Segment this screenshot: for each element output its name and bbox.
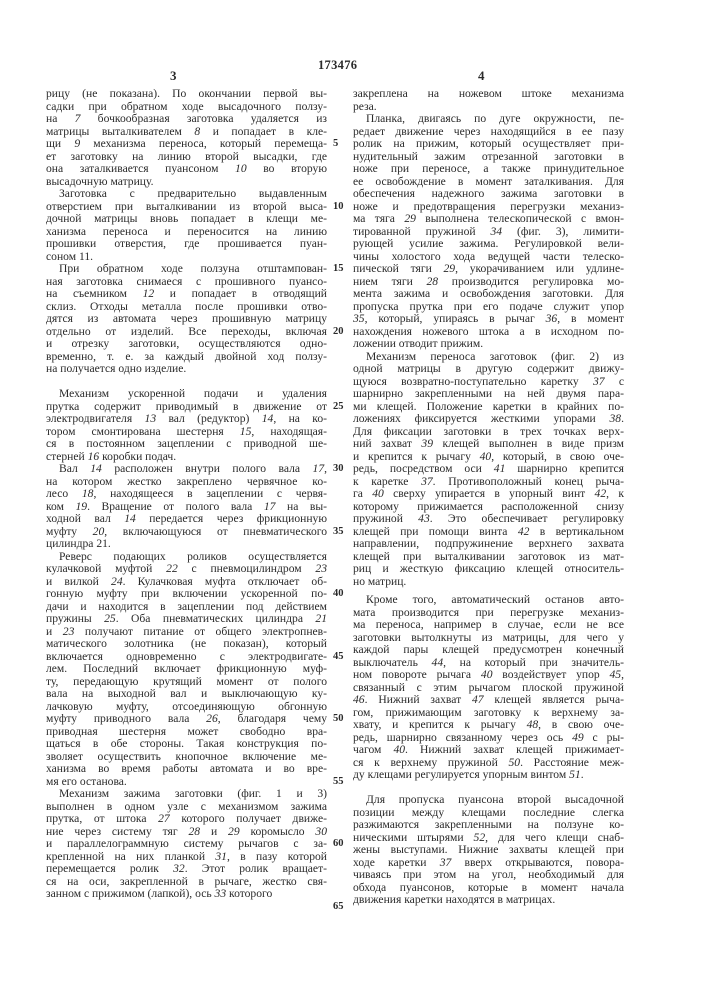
text-line: ноже и предотвращения перегрузки механиз-: [353, 201, 624, 214]
text-line: прутка, от штока 27 которого получает движе-: [46, 813, 327, 826]
text-line: ний захват 39 клещей выполнен в виде призм: [353, 438, 624, 451]
text-line: матрицы выталкивателем 8 и попадает в кле-: [46, 126, 327, 139]
text-line: редь, посредством оси 41 шарнирно крепится: [353, 463, 624, 476]
text-line: но матриц.: [353, 576, 624, 589]
text-line: на 7 бочкообразная заготовка удаляется из: [46, 113, 327, 126]
text-line: клещей при помощи винта 42 в вертикальном: [353, 526, 624, 539]
text-line: приводная шестерня может свободно вра-: [46, 726, 327, 739]
text-line: высадочную матрицу.: [46, 176, 327, 189]
text-line: рующей усилие зажима. Регулировкой вели-: [353, 238, 624, 251]
text-line: матического золотника (не показан), который: [46, 638, 327, 651]
text-line: одной матрицы в другую содержит движу-: [353, 363, 624, 376]
text-line: к каретке 37. Противоположный конец рыча-: [353, 476, 624, 489]
text-line: стерней 16 коробки подач.: [46, 451, 327, 464]
text-line: щаться в обе стороны. Такая конструкция по-: [46, 738, 327, 751]
line-number: 40: [333, 588, 344, 601]
text-line: чагом 40. Нижний захват клещей прижимает-: [353, 744, 624, 757]
text-line: риц и жесткую фиксацию клещей относитель-: [353, 563, 624, 576]
text-line: направлении, подпружинение верхнего захвата: [353, 538, 624, 551]
text-line: ту, передающую крутящий момент от полого: [46, 676, 327, 689]
text-line: ма тяга 29 выполнена телескопической с вмон-: [353, 213, 624, 226]
text-line: соном 11.: [46, 251, 327, 264]
text-line: га 40 сверху упирается в упорный винт 42, к: [353, 488, 624, 501]
text-line: тированной пружиной 34 (фиг. 3), лимити-: [353, 226, 624, 239]
text-line: гом, прижимающим заготовку к верхнему за-: [353, 707, 624, 720]
line-number: 55: [333, 776, 344, 789]
paragraph: [353, 351, 624, 589]
text-line: ролик на прижим, который осуществляет при-: [353, 138, 624, 151]
text-line: и крепится к рычагу 40, который, в свою оче-: [353, 451, 624, 464]
text-line: 46. Нижний захват 47 клещей является рыча-: [353, 694, 624, 707]
text-line: рицу (не показана). По окончании первой вы-: [46, 88, 327, 101]
text-line: ет заготовку на линию второй высадки, где: [46, 151, 327, 164]
text-line: мента зажима и освобождения заготовки. Для: [353, 288, 624, 301]
text-line: реза.: [353, 101, 624, 114]
text-line: Механизм ускоренной подачи и удаления: [46, 388, 327, 401]
text-line: прутка содержит приводимый в движение от: [46, 401, 327, 414]
left-text-column: [46, 88, 327, 901]
text-line: ходе каретки 37 вверх открываются, повора-: [353, 857, 624, 870]
text-line: на съемником 12 и попадает в отводящий: [46, 288, 327, 301]
text-line: пружины 25. Оба пневматических цилиндра 21: [46, 613, 327, 626]
text-line: ная заготовка снимаеся с прошивного пуансо-: [46, 276, 327, 289]
text-line: Заготовка с предварительно выдавленным: [46, 188, 327, 201]
line-number: 30: [333, 463, 344, 476]
line-number: 50: [333, 713, 344, 726]
text-line: и вилкой 24. Кулачковая муфта отключает об-: [46, 576, 327, 589]
text-line: ническими штырями 52, для чего клещи снаб-: [353, 832, 624, 845]
text-line: и параллелограммную систему рычагов с за-: [46, 838, 327, 851]
text-line: временно, т. е. за каждый двойной ход ползу-: [46, 351, 327, 364]
text-line: движения каретки находятся в матрицах.: [353, 894, 624, 907]
text-line: Для пропуска пуансона второй высадочной: [353, 794, 624, 807]
paragraph: [46, 263, 327, 376]
text-line: она заталкивается пуансоном 10 во вторую: [46, 163, 327, 176]
text-line: зволяет осуществить кнопочное включение ме-: [46, 751, 327, 764]
text-line: ее освобождение в момент заталкивания. Для: [353, 176, 624, 189]
text-line: Вал 14 расположен внутри полого вала 17,: [46, 463, 327, 476]
line-number: 10: [333, 201, 344, 214]
text-line: ложении отводит прижим.: [353, 338, 624, 351]
text-line: заготовки вытолкнуты из матрицы, для чего у: [353, 632, 624, 645]
text-line: жены выступами. Нижние захваты клещей при: [353, 844, 624, 857]
text-line: и отрезку заготовки, осуществляются одно-: [46, 338, 327, 351]
text-line: включается одновременно с электродвигате-: [46, 651, 327, 664]
text-line: редь, шарнирно связанному через ось 49 с ры-: [353, 732, 624, 745]
text-line: перемещается ролик 32. Этот ролик вращает-: [46, 863, 327, 876]
line-number: 15: [333, 263, 344, 276]
text-line: ком 19. Вращение от полого вала 17 на вы-: [46, 501, 327, 514]
text-line: ханизма переноса и переносится на линию: [46, 226, 327, 239]
paragraph: [46, 463, 327, 551]
text-line: щи 9 механизма переноса, который перемеща-: [46, 138, 327, 151]
text-line: склиз. Отходы металла после прошивки отво-: [46, 301, 327, 314]
paragraph: [353, 113, 624, 351]
text-line: выключатель 44, на который при значитель-: [353, 657, 624, 670]
text-line: лем. Последний включает фрикционную муф-: [46, 663, 327, 676]
text-line: ном повороте рычага 40 воздействует упор 45,: [353, 669, 624, 682]
text-line: позиции между клещами последние слегка: [353, 807, 624, 820]
text-line: ма переноса, например в случае, если не все: [353, 619, 624, 632]
text-line: нудительный зажим отрезанной заготовки в: [353, 151, 624, 164]
text-line: Кроме того, автоматический останов авто-: [353, 594, 624, 607]
text-line: пической тяги 29, укорачиванием или удлине-: [353, 263, 624, 276]
text-line: выполнен в одном узле с механизмом зажима: [46, 801, 327, 814]
paragraph: [353, 594, 624, 782]
text-line: дятся из автомата через прошивную матрицу: [46, 313, 327, 326]
text-line: пружиной 43. Это обеспечивает регулировку: [353, 513, 624, 526]
text-line: ду клещами регулируется упорным винтом 51.: [353, 769, 624, 782]
text-line: ние через систему тяг 28 и 29 коромысло 30: [46, 826, 327, 839]
text-line: мата производится при перегрузке механиз-: [353, 607, 624, 620]
text-line: При обратном ходе ползуна отштампован-: [46, 263, 327, 276]
text-line: нием тяги 28 производится регулировка мо-: [353, 276, 624, 289]
text-line: Реверс подающих роликов осуществляется: [46, 551, 327, 564]
line-number: 60: [333, 838, 344, 851]
text-line: садки при обратном ходе высадочного ползу-: [46, 101, 327, 114]
page-number-left: 3: [170, 68, 177, 84]
text-line: ноже при переносе, а также принудительное: [353, 163, 624, 176]
text-line: чины холостого хода ведущей части телеско-: [353, 251, 624, 264]
text-line: клещей при выталкивании заготовок из мат-: [353, 551, 624, 564]
text-line: 35, который, упираясь в рычаг 36, в момент: [353, 313, 624, 326]
text-line: на получается одно изделие.: [46, 363, 327, 376]
text-line: дочной матрицы вновь попадает в клещи ме-: [46, 213, 327, 226]
text-line: прошивки отверстия, где прошивается пуан-: [46, 238, 327, 251]
text-line: на котором жестко закреплено червячное ко-: [46, 476, 327, 489]
line-number: 20: [333, 326, 344, 339]
text-line: Механизм зажима заготовки (фиг. 1 и 3): [46, 788, 327, 801]
text-line: связанный с этим рычагом плоской пружиной: [353, 682, 624, 695]
line-number: 65: [333, 901, 344, 914]
text-line: занном с прижимом (лапкой), ось 33 которого: [46, 888, 327, 901]
text-line: каждой пары клещей предусмотрен конечный: [353, 644, 624, 657]
paragraph: [46, 551, 327, 789]
text-line: хвату, и крепится к рычагу 48, в свою оче-: [353, 719, 624, 732]
text-line: муфту приводного вала 26, благодаря чему: [46, 713, 327, 726]
paragraph: [353, 794, 624, 907]
text-line: обхода пуансонов, которые в момент начала: [353, 882, 624, 895]
text-line: гонную муфту при включении ускоренной по-: [46, 588, 327, 601]
text-line: и 23 получают питание от общего электропнев-: [46, 626, 327, 639]
text-line: Для фиксации заготовки в трех точках верх-: [353, 426, 624, 439]
text-line: ложениях фиксируется жесткими упорами 38.: [353, 413, 624, 426]
text-line: ся к верхнему пружиной 50. Расстояние меж-: [353, 757, 624, 770]
text-line: отверстием при выталкивании из второй выса-: [46, 201, 327, 214]
text-line: обеспечения надежного зажима заготовки в: [353, 188, 624, 201]
text-line: тором смонтирована шестерня 15, находящая-: [46, 426, 327, 439]
text-line: шарнирно закрепленными на ней двумя пара-: [353, 388, 624, 401]
text-line: нахождения ножевого штока а в исходном по-: [353, 326, 624, 339]
text-line: кулачковой муфтой 22 с пневмоцилиндром 23: [46, 563, 327, 576]
line-number: 25: [333, 401, 344, 414]
text-line: лесо 18, находящееся в зацеплении с червя-: [46, 488, 327, 501]
text-line: цилиндра 21.: [46, 538, 327, 551]
text-line: крепленной на них планкой 31, в пазу которой: [46, 851, 327, 864]
right-text-column: [353, 88, 624, 907]
text-line: вала на выходной вал и выключающую ку-: [46, 688, 327, 701]
paragraph: [46, 88, 327, 188]
line-number: 45: [333, 651, 344, 664]
text-line: ходной вал 14 передается через фрикционную: [46, 513, 327, 526]
text-line: лачковую муфту, отсоединяющую обгонную: [46, 701, 327, 714]
text-line: которому прижимается расположенной снизу: [353, 501, 624, 514]
page-number-right: 4: [478, 68, 485, 84]
text-line: ми клещей. Положение каретки в крайних по-: [353, 401, 624, 414]
text-line: ханизма во время работы автомата и во вре-: [46, 763, 327, 776]
text-line: чиваясь при этом на угол, необходимый для: [353, 869, 624, 882]
line-number: 5: [333, 138, 338, 151]
text-line: ся на оси, закрепленной в рычаге, жестко свя-: [46, 876, 327, 889]
text-line: закреплена на ножевом штоке механизма: [353, 88, 624, 101]
text-line: мя его останова.: [46, 776, 327, 789]
line-number: 35: [333, 526, 344, 539]
text-line: дачи и находится в зацеплении под действием: [46, 601, 327, 614]
text-line: разжимаются закрепленными на ползуне ко-: [353, 819, 624, 832]
text-line: муфту 20, включающуюся от пневматического: [46, 526, 327, 539]
text-line: пропуска прутка при его подаче служит упор: [353, 301, 624, 314]
paragraph: [46, 788, 327, 901]
text-line: редает движение через находящийся в ее пазу: [353, 126, 624, 139]
text-line: Механизм переноса заготовок (фиг. 2) из: [353, 351, 624, 364]
text-line: щуюся возвратно-поступательно каретку 37 с: [353, 376, 624, 389]
paragraph: [46, 188, 327, 263]
text-line: электродвигателя 13 вал (редуктор) 14, на ко-: [46, 413, 327, 426]
patent-number: 173476: [318, 58, 357, 73]
paragraph: [353, 88, 624, 113]
text-line: Планка, двигаясь по дуге окружности, пе-: [353, 113, 624, 126]
paragraph: [46, 388, 327, 463]
text-line: отдельно от изделий. Все переходы, включая: [46, 326, 327, 339]
text-line: ся в постоянном зацеплении с приводной ше-: [46, 438, 327, 451]
